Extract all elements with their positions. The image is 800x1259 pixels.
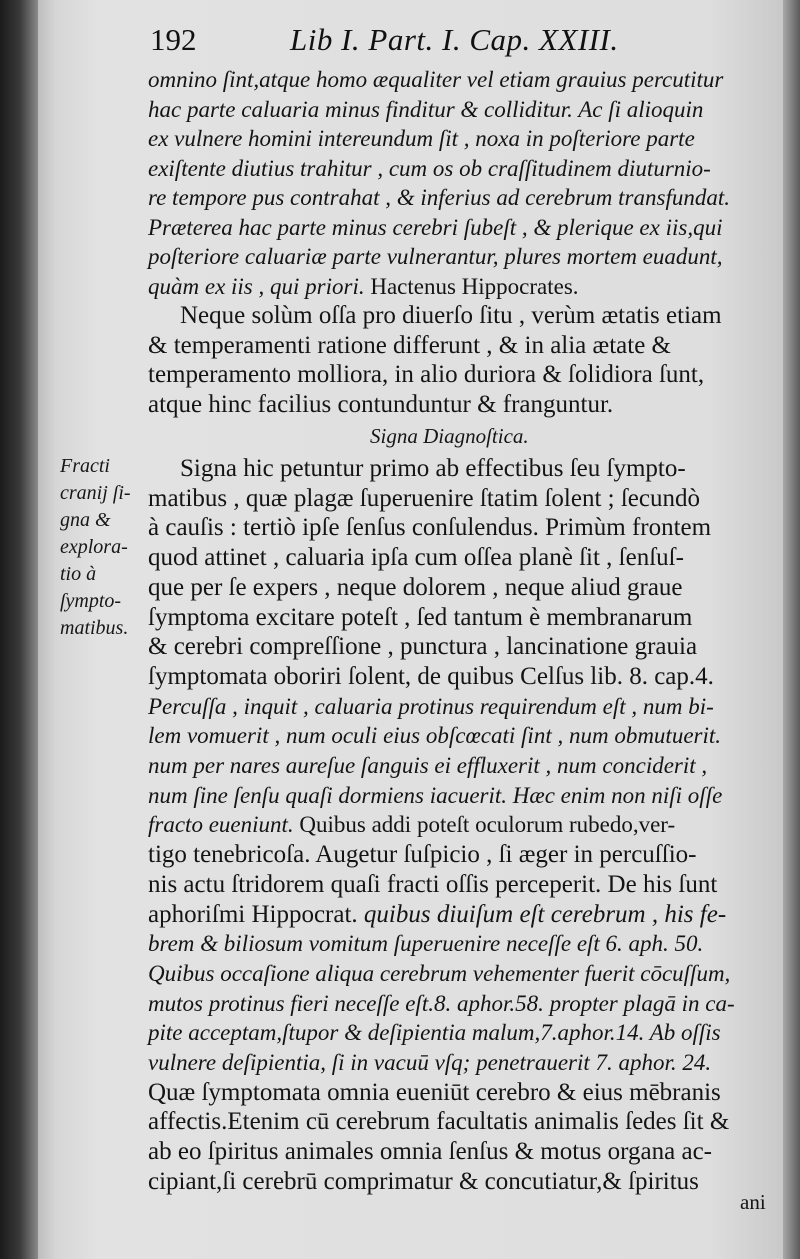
line-text: lem vomuerit , num oculi eius obſcœcati ſint , num obmutuerit. (148, 723, 722, 749)
line-text: matibus , quæ plagæ ſuperuenire ſtatim ſolent ; ſecundò (148, 484, 700, 512)
line-text: ſymptomata oboriri ſolent, de quibus Celſus lib. 8. cap.4. (148, 662, 714, 690)
line-text: re tempore pus contrahat , & inferius ad cerebrum transfundat. (148, 185, 730, 210)
line-text: ab eo ſpiritus animales omnia ſenſus & motus organa ac- (148, 1138, 712, 1166)
line-text: quod attinet , caluaria ipſa cum oſſea planè ſit , ſenſuſ- (148, 544, 684, 572)
line-text: poſteriore caluariæ parte vulnerantur, plures mortem euadunt, (148, 244, 723, 269)
text-line (148, 66, 768, 94)
text-line (148, 663, 768, 691)
line-tail: Quibus addi poteſt oculorum rubedo,ver- (293, 812, 676, 838)
line-text: à cauſis : tertiò ipſe ſenſus conſulendus. Primùm frontem (148, 514, 712, 542)
line-text: pite acceptam,ſtupor & deſipientia malum,7.aphor.14. Ab oſſis (148, 1020, 721, 1046)
margin-note-line: cranij ſi- (60, 482, 131, 504)
page-edge (783, 0, 800, 1259)
text-line (148, 693, 768, 721)
text-line (148, 96, 768, 124)
line-text: cipiant,ſi cerebrū comprimatur & concutiatur,& ſpiritus (148, 1167, 699, 1195)
text-line (148, 1019, 768, 1047)
text-line (148, 841, 768, 869)
text-line (148, 871, 768, 899)
text-line (148, 1079, 768, 1107)
text-line (148, 273, 768, 301)
line-text: ſymptoma excitare poteſt , ſed tantum è membranarum (148, 603, 693, 631)
line-text: brem & biliosum vomitum ſuperuenire neceſſe eſt 6. aph. 50. (148, 931, 704, 957)
line-text: & temperamenti ratione differunt , & in alia ætate & (148, 331, 671, 359)
section-heading: Signa Diagnoſtica. (370, 424, 529, 448)
line-text: nis actu ſtridorem quaſi fracti oſſis perceperit. De his ſunt (148, 870, 718, 898)
line-text: exiſtente diutius trahitur , cum os ob craſſitudinem diuturnio- (148, 155, 711, 181)
text-line (148, 960, 768, 988)
text-line (180, 455, 800, 483)
text-line (148, 1168, 768, 1196)
line-text: Signa hic petuntur primo ab effectibus ſeu ſympto- (180, 455, 686, 482)
margin-note-line: explora- (60, 536, 128, 558)
margin-note-line: gna & (60, 509, 111, 531)
margin-note-line: ſympto- (60, 590, 122, 612)
line-text: affectis.Etenim cū cerebrum facultatis animalis ſedes ſit & (148, 1108, 730, 1136)
line-text: Percuſſa , inquit , caluaria protinus requirendum eſt , num bi- (148, 693, 714, 719)
line-text: num per nares aureſue ſanguis ei effluxerit , num conciderit , (148, 753, 708, 778)
line-text: temperamento molliora, in alio duriora & ſolidiora ſunt, (148, 361, 705, 388)
line-text: mutos protinus fieri neceſſe eſt.8. aphor.58. propter plagā in ca- (148, 990, 735, 1016)
line-text: tigo tenebricoſa. Augetur ſuſpicio , ſi æger in percuſſio- (148, 841, 697, 869)
line-text: atque hinc facilius contunduntur & franguntur. (148, 390, 614, 418)
text-line (148, 485, 768, 513)
text-line (148, 1138, 768, 1166)
page-number: 192 (150, 22, 197, 57)
text-line (148, 604, 768, 632)
line-text: vulnere deſipientia, ſi in vacuū vſq; penetrauerit 7. aphor. 24. (148, 1050, 712, 1075)
running-title: Lib I. Part. I. Cap. XXIII. (290, 22, 619, 57)
text-line (148, 722, 768, 750)
line-text: fracto eueniunt. (148, 812, 294, 838)
margin-note-line: tio à (60, 563, 97, 585)
line-text: quàm ex iis , qui priori. (148, 273, 365, 299)
line-text: num ſine ſenſu quaſi dormiens iacuerit. Hæc enim non niſi oſſe (148, 782, 723, 808)
text-line (148, 544, 768, 572)
margin-note-line: matibus. (60, 617, 129, 639)
catchword: ani (740, 1190, 766, 1214)
line-text: Neque solùm oſſa pro diuerſo ſitu , verùm ætatis etiam (180, 302, 722, 329)
text-line (148, 332, 768, 360)
text-line (180, 302, 800, 330)
text-line (148, 811, 768, 839)
text-line (148, 633, 768, 661)
line-text: aphoriſmi Hippocrat. (148, 900, 358, 928)
line-text: Quibus occaſione aliqua cerebrum vehementer fuerit cōcuſſum, (148, 960, 731, 986)
text-line (148, 782, 768, 810)
line-text: omnino ſint,atque homo æqualiter vel etiam grauius percutitur (148, 67, 724, 92)
line-tail: Hactenus Hippocrates. (364, 273, 579, 299)
text-line (148, 1049, 768, 1077)
line-text: hac parte caluaria minus finditur & colliditur. Ac ſi alioquin (148, 96, 704, 122)
text-line (148, 930, 768, 958)
text-line (148, 214, 768, 242)
text-line (148, 752, 768, 780)
text-line (148, 990, 768, 1018)
text-line (148, 361, 768, 389)
line-text: que per ſe expers , neque dolorem , neque aliud graue (148, 573, 683, 601)
text-line (148, 574, 768, 602)
line-text: Præterea hac parte minus cerebri ſubeſt , & plerique ex iis,qui (148, 214, 723, 240)
line-text: ex vulnere homini intereundum ſit , noxa in poſteriore parte (148, 126, 695, 151)
text-line (148, 1108, 768, 1136)
text-line (148, 514, 768, 542)
text-line (148, 125, 768, 153)
text-line (148, 155, 768, 183)
book-gutter (0, 0, 38, 1259)
text-line (148, 243, 768, 271)
text-line (148, 184, 768, 212)
page-header (150, 22, 770, 62)
line-text: & cerebri compreſſione , punctura , lancinatione grauia (148, 633, 698, 661)
margin-note-line: Fracti (60, 455, 110, 477)
line-tail: quibus diuiſum eſt cerebrum , his fe- (357, 900, 727, 928)
text-line (148, 391, 768, 419)
text-line (148, 901, 768, 929)
line-text: Quæ ſymptomata omnia eueniūt cerebro & eius mēbranis (148, 1078, 721, 1106)
